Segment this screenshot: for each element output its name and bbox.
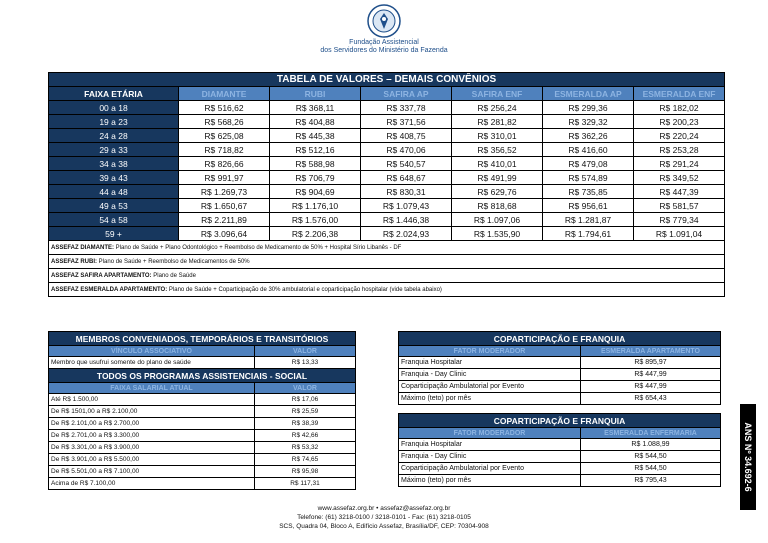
price-cell: R$ 629,76 [452, 185, 543, 199]
col-plan-rubi: RUBI [270, 87, 361, 101]
age-range-cell: 29 a 33 [49, 143, 179, 157]
copart-ap-row [399, 381, 721, 393]
price-cell: R$ 540,57 [361, 157, 452, 171]
age-range-cell: 49 a 53 [49, 199, 179, 213]
price-cell: R$ 410,01 [452, 157, 543, 171]
price-cell: R$ 368,11 [270, 101, 361, 115]
social-row [49, 466, 356, 478]
copart-enf-row-label: Coparticipação Ambulatorial por Evento [399, 463, 581, 475]
price-cell: R$ 2.206,38 [270, 227, 361, 241]
price-cell: R$ 299,36 [543, 101, 634, 115]
price-cell: R$ 291,24 [634, 157, 725, 171]
price-cell: R$ 581,57 [634, 199, 725, 213]
plan-note-text: Plano de Saúde + Reembolso de Medicamentos de 50% [97, 258, 250, 265]
social-row-label: De R$ 5.501,00 a R$ 7.100,00 [49, 466, 255, 478]
price-cell: R$ 588,98 [270, 157, 361, 171]
social-col-faixa: FAIXA SALARIAL ATUAL [49, 383, 255, 394]
social-row-value: R$ 17,06 [255, 394, 356, 406]
price-cell: R$ 718,82 [179, 143, 270, 157]
price-cell: R$ 356,52 [452, 143, 543, 157]
table-row [49, 157, 725, 171]
footer-phone: Telefone: (61) 3218-0100 / 3218-0101 - Fax: (61) 3218-0105 [297, 514, 471, 521]
members-col-valor: VALOR [255, 346, 356, 357]
price-cell: R$ 1.281,87 [543, 213, 634, 227]
table-row [49, 143, 725, 157]
social-row [49, 442, 356, 454]
social-row-value: R$ 25,59 [255, 406, 356, 418]
copart-ap-row-label: Coparticipação Ambulatorial por Evento [399, 381, 581, 393]
copart-enf-col-fator: FATOR MODERADOR [399, 428, 581, 439]
price-cell: R$ 779,34 [634, 213, 725, 227]
plan-note-text: Plano de Saúde + Plano Odontológico + Reembolso de Medicamento de 50% + Hospital Sírio Libanês - DF [114, 244, 402, 251]
price-cell: R$ 735,85 [543, 185, 634, 199]
ans-number: ANS Nº 34.692-6 [743, 422, 753, 492]
col-plan-diamante: DIAMANTE [179, 87, 270, 101]
ans-registration-badge [740, 404, 756, 510]
age-range-cell: 59 + [49, 227, 179, 241]
table-row [49, 199, 725, 213]
price-cell: R$ 310,01 [452, 129, 543, 143]
price-cell: R$ 991,97 [179, 171, 270, 185]
table-row [49, 171, 725, 185]
members-social-table [48, 331, 356, 490]
table-row [49, 129, 725, 143]
price-cell: R$ 2.211,89 [179, 213, 270, 227]
price-cell: R$ 818,68 [452, 199, 543, 213]
plan-note-label: ASSEFAZ SAFIRA APARTAMENTO: [51, 272, 152, 279]
copart-ap-row-label: Franquia - Day Clinic [399, 369, 581, 381]
plan-note-row [49, 269, 725, 283]
social-row [49, 478, 356, 490]
price-cell: R$ 1.576,00 [270, 213, 361, 227]
price-cell: R$ 3.096,64 [179, 227, 270, 241]
social-row-label: De R$ 3.901,00 a R$ 5.500,00 [49, 454, 255, 466]
plan-note [49, 241, 725, 255]
price-cell: R$ 1.446,38 [361, 213, 452, 227]
price-cell: R$ 1.176,10 [270, 199, 361, 213]
price-cell: R$ 253,28 [634, 143, 725, 157]
plan-note [49, 283, 725, 297]
social-row-label: Acima de R$ 7.100,00 [49, 478, 255, 490]
price-cell: R$ 1.079,43 [361, 199, 452, 213]
copart-ap-row-value: R$ 654,43 [581, 393, 721, 405]
price-cell: R$ 574,89 [543, 171, 634, 185]
price-cell: R$ 479,08 [543, 157, 634, 171]
social-col-valor: VALOR [255, 383, 356, 394]
price-cell: R$ 830,31 [361, 185, 452, 199]
age-range-cell: 39 a 43 [49, 171, 179, 185]
price-cell: R$ 470,06 [361, 143, 452, 157]
copart-enf-col-plan: ESMERALDA ENFERMARIA [581, 428, 721, 439]
price-cell: R$ 404,88 [270, 115, 361, 129]
col-plan-esmeralda-enf: ESMERALDA ENF [634, 87, 725, 101]
copart-enf-row [399, 451, 721, 463]
table-row [49, 101, 725, 115]
copart-enf-title: COPARTICIPAÇÃO E FRANQUIA [399, 414, 721, 428]
members-row-label: Membro que usufrui somente do plano de saúde [49, 357, 255, 369]
price-cell: R$ 1.794,61 [543, 227, 634, 241]
social-row-value: R$ 53,32 [255, 442, 356, 454]
price-cell: R$ 1.535,90 [452, 227, 543, 241]
copart-ap-col-plan: ESMERALDA APARTAMENTO [581, 346, 721, 357]
price-cell: R$ 416,60 [543, 143, 634, 157]
table-row [49, 227, 725, 241]
price-cell: R$ 182,02 [634, 101, 725, 115]
plan-note-label: ASSEFAZ DIAMANTE: [51, 244, 114, 251]
assefaz-emblem-icon [367, 4, 401, 38]
price-cell: R$ 491,99 [452, 171, 543, 185]
price-table [48, 72, 725, 297]
price-cell: R$ 1.091,04 [634, 227, 725, 241]
col-plan-esmeralda-ap: ESMERALDA AP [543, 87, 634, 101]
members-title: MEMBROS CONVENIADOS, TEMPORÁRIOS E TRANSITÓRIOS [49, 332, 356, 346]
price-cell: R$ 220,24 [634, 129, 725, 143]
age-range-cell: 00 a 18 [49, 101, 179, 115]
age-range-cell: 34 a 38 [49, 157, 179, 171]
price-cell: R$ 200,23 [634, 115, 725, 129]
price-cell: R$ 568,26 [179, 115, 270, 129]
copart-enf-row-value: R$ 544,50 [581, 463, 721, 475]
copart-enf-row [399, 475, 721, 487]
copart-ap-row-label: Máximo (teto) por mês [399, 393, 581, 405]
copart-ap-row-label: Franquia Hospitalar [399, 357, 581, 369]
copart-enf-row-label: Franquia Hospitalar [399, 439, 581, 451]
col-plan-safira-enf: SAFIRA ENF [452, 87, 543, 101]
social-row-value: R$ 42,66 [255, 430, 356, 442]
plan-note [49, 269, 725, 283]
social-row-value: R$ 38,39 [255, 418, 356, 430]
price-cell: R$ 904,69 [270, 185, 361, 199]
social-row [49, 406, 356, 418]
price-cell: R$ 625,08 [179, 129, 270, 143]
copart-apartamento-table [398, 331, 721, 405]
price-cell: R$ 445,38 [270, 129, 361, 143]
copart-enf-row-label: Máximo (teto) por mês [399, 475, 581, 487]
price-cell: R$ 1.269,73 [179, 185, 270, 199]
social-row-value: R$ 74,65 [255, 454, 356, 466]
social-row [49, 394, 356, 406]
plan-note [49, 255, 725, 269]
social-row-value: R$ 117,31 [255, 478, 356, 490]
copart-ap-row-value: R$ 447,99 [581, 369, 721, 381]
price-cell: R$ 337,78 [361, 101, 452, 115]
plan-note-text: Plano de Saúde [151, 272, 196, 279]
plan-note-row [49, 241, 725, 255]
copart-ap-title: COPARTICIPAÇÃO E FRANQUIA [399, 332, 721, 346]
social-row-label: De R$ 2.101,00 a R$ 2.700,00 [49, 418, 255, 430]
plan-note-row [49, 255, 725, 269]
plan-note-row [49, 283, 725, 297]
copart-ap-row-value: R$ 447,99 [581, 381, 721, 393]
age-range-cell: 19 a 23 [49, 115, 179, 129]
price-cell: R$ 1.650,67 [179, 199, 270, 213]
members-col-vinculo: VÍNCULO ASSOCIATIVO [49, 346, 255, 357]
social-row [49, 454, 356, 466]
copart-ap-col-fator: FATOR MODERADOR [399, 346, 581, 357]
age-range-cell: 24 a 28 [49, 129, 179, 143]
footer-address: SCS, Quadra 04, Bloco A, Edifício Assefaz, Brasília/DF, CEP: 70304-908 [279, 523, 489, 530]
social-row-label: Até R$ 1.500,00 [49, 394, 255, 406]
price-cell: R$ 516,62 [179, 101, 270, 115]
copart-enfermaria-table [398, 413, 721, 487]
table-row [49, 185, 725, 199]
price-cell: R$ 329,32 [543, 115, 634, 129]
price-cell: R$ 362,26 [543, 129, 634, 143]
copart-ap-row [399, 357, 721, 369]
price-cell: R$ 447,39 [634, 185, 725, 199]
copart-enf-row-value: R$ 544,50 [581, 451, 721, 463]
copart-ap-row [399, 369, 721, 381]
col-faixa-etaria: FAIXA ETÁRIA [49, 87, 179, 101]
footer-web-email[interactable]: www.assefaz.org.br • assefaz@assefaz.org.br [317, 505, 451, 512]
table-row [49, 213, 725, 227]
footer [0, 504, 768, 531]
price-cell: R$ 371,56 [361, 115, 452, 129]
copart-ap-row-value: R$ 895,97 [581, 357, 721, 369]
social-row-label: De R$ 2.701,00 a R$ 3.300,00 [49, 430, 255, 442]
members-row [49, 357, 356, 369]
plan-note-label: ASSEFAZ RUBI: [51, 258, 98, 265]
price-cell: R$ 826,66 [179, 157, 270, 171]
header-line-2: dos Servidores do Ministério da Fazenda [320, 47, 448, 54]
copart-enf-row [399, 439, 721, 451]
age-range-cell: 54 a 58 [49, 213, 179, 227]
header-line-1: Fundação Assistencial [349, 39, 419, 46]
price-cell: R$ 706,79 [270, 171, 361, 185]
price-cell: R$ 281,82 [452, 115, 543, 129]
social-row-label: De R$ 1501,00 a R$ 2.100,00 [49, 406, 255, 418]
social-row [49, 430, 356, 442]
col-plan-safira-ap: SAFIRA AP [361, 87, 452, 101]
copart-enf-row-value: R$ 795,43 [581, 475, 721, 487]
members-row-value: R$ 13,33 [255, 357, 356, 369]
price-cell: R$ 408,75 [361, 129, 452, 143]
assefaz-logo [0, 4, 768, 55]
price-table-title: TABELA DE VALORES – DEMAIS CONVÊNIOS [49, 73, 725, 87]
price-cell: R$ 2.024,93 [361, 227, 452, 241]
copart-enf-row-label: Franquia - Day Clinic [399, 451, 581, 463]
price-cell: R$ 648,67 [361, 171, 452, 185]
copart-enf-row [399, 463, 721, 475]
table-row [49, 115, 725, 129]
social-title: TODOS OS PROGRAMAS ASSISTENCIAIS - SOCIAL [49, 369, 356, 383]
plan-note-text: Plano de Saúde + Coparticipação de 30% ambulatorial e coparticipação hospitalar (vide tabela abaixo) [167, 286, 442, 293]
age-range-cell: 44 a 48 [49, 185, 179, 199]
copart-ap-row [399, 393, 721, 405]
price-cell: R$ 349,52 [634, 171, 725, 185]
price-cell: R$ 1.097,06 [452, 213, 543, 227]
social-row-label: De R$ 3.301,00 a R$ 3.900,00 [49, 442, 255, 454]
price-cell: R$ 256,24 [452, 101, 543, 115]
copart-enf-row-value: R$ 1.088,99 [581, 439, 721, 451]
social-row-value: R$ 95,98 [255, 466, 356, 478]
price-cell: R$ 956,61 [543, 199, 634, 213]
social-row [49, 418, 356, 430]
price-cell: R$ 512,16 [270, 143, 361, 157]
plan-note-label: ASSEFAZ ESMERALDA APARTAMENTO: [51, 286, 168, 293]
